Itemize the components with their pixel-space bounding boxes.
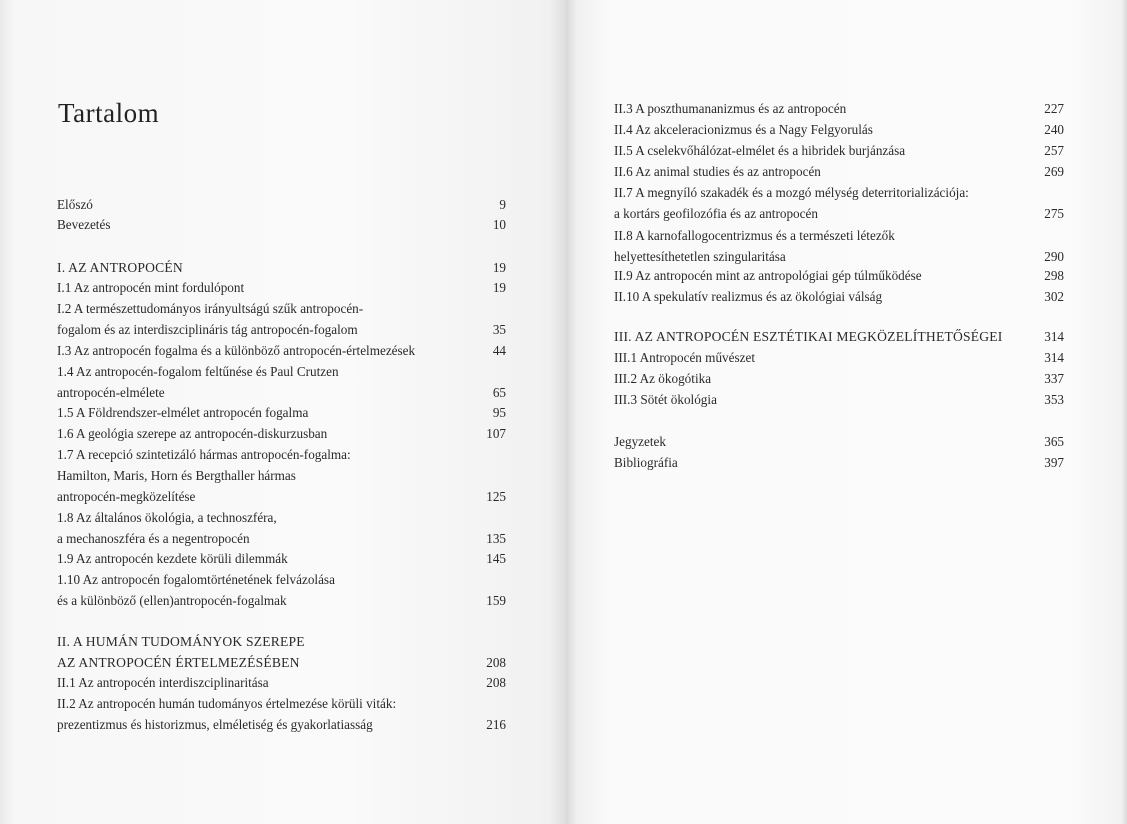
toc-page-number: 159 [486,593,506,608]
toc-entry-title: antropocén-elmélete [57,385,165,400]
toc-entry-title: II.8 A karnofallogocentrizmus és a természeti létezők [614,228,895,243]
toc-entry-title: II.6 Az animal studies és az antropocén [614,164,821,179]
toc-entry-title: fogalom és az interdiszciplináris tág antropocén-fogalom [57,322,358,337]
toc-entry-title: II.7 A megnyíló szakadék és a mozgó mélység deterritorializációja: [614,185,969,200]
toc-entry-title: a kortárs geofilozófia és az antropocén [614,206,818,221]
toc-entry-title: 1.4 Az antropocén-fogalom feltűnése és Paul Crutzen [57,364,339,379]
toc-entry-title: 1.5 A Földrendszer-elmélet antropocén fogalma [57,405,309,420]
toc-entry-title: 1.7 A recepció szintetizáló hármas antropocén-fogalma: [57,447,351,462]
toc-page-number: 275 [1044,206,1064,221]
toc-page-number: 216 [486,717,506,732]
toc-entry-title: II.2 Az antropocén humán tudományos értelmezése körüli viták: [57,696,397,711]
toc-page-number: 257 [1044,143,1064,158]
toc-page-number: 314 [1044,350,1064,365]
toc-page-number: 107 [486,426,506,441]
toc-entry-title: II.5 A cselekvőhálózat-elmélet és a hibridek burjánzása [614,143,906,158]
toc-page-number: 337 [1044,371,1064,386]
toc-entry-title: Bevezetés [57,217,111,232]
toc-page-number: 44 [492,343,506,358]
toc-entry-title: II.3 A poszthumananizmus és az antropocén [614,101,847,116]
toc-page-number: 95 [492,405,506,420]
toc-page-number: 125 [486,489,506,504]
toc-entry-title: AZ ANTROPOCÉN ÉRTELMEZÉSÉBEN [57,655,300,670]
toc-entry-title: Jegyzetek [614,434,666,449]
toc-entry-title: helyettesíthetetlen szingularitása [614,249,786,264]
toc-page-number: 145 [486,551,506,566]
toc-entry-title: Előszó [57,197,93,212]
toc-page-number: 208 [486,655,506,670]
toc-entry-title: antropocén-megközelítése [57,489,196,504]
page-title: Tartalom [58,98,160,128]
toc-page-number: 269 [1044,164,1064,179]
toc-page-number: 135 [486,531,506,546]
toc-entry-title: I.1 Az antropocén mint fordulópont [57,280,245,295]
toc-entry-title: I. AZ ANTROPOCÉN [57,260,183,275]
toc-entry-title: I.3 Az antropocén fogalma és a különböző antropocén-értelmezések [57,343,416,358]
toc-page-number: 19 [492,260,506,275]
right-page [566,0,1127,824]
toc-page-number: 227 [1044,101,1064,116]
toc-entry-title: III.1 Antropocén művészet [614,350,755,365]
toc-entry-title: 1.10 Az antropocén fogalomtörténetének felvázolása [57,572,335,587]
toc-entry-title: 1.6 A geológia szerepe az antropocén-diskurzusban [57,426,328,441]
toc-entry-title: III. AZ ANTROPOCÉN ESZTÉTIKAI MEGKÖZELÍTHETŐSÉGEI [614,329,1003,344]
toc-page-number: 397 [1044,455,1064,470]
toc-page-number: 9 [499,197,506,212]
toc-page-number: 290 [1044,249,1064,264]
toc-page-number: 65 [492,385,506,400]
toc-entry-title: II. A HUMÁN TUDOMÁNYOK SZEREPE [57,634,305,649]
toc-entry-title: 1.9 Az antropocén kezdete körüli dilemmák [57,551,288,566]
toc-page-number: 19 [492,280,506,295]
toc-entry-title: II.1 Az antropocén interdiszciplinaritása [57,675,269,690]
toc-entry-title: III.3 Sötét ökológia [614,392,717,407]
toc-entry-title: és a különböző (ellen)antropocén-fogalmak [57,593,287,608]
toc-page-number: 314 [1044,329,1064,344]
toc-entry-title: II.9 Az antropocén mint az antropológiai gép túlműködése [614,268,922,283]
toc-entry-title: II.10 A spekulatív realizmus és az ökológiai válság [614,289,883,304]
toc-page-number: 298 [1044,268,1064,283]
toc-entry-title: a mechanoszféra és a negentropocén [57,531,250,546]
toc-page-number: 365 [1044,434,1064,449]
toc-page-number: 353 [1044,392,1064,407]
toc-entry-title: 1.8 Az általános ökológia, a technoszféra, [57,510,277,525]
toc-page-number: 35 [492,322,506,337]
toc-page-number: 302 [1044,289,1064,304]
toc-entry-title: I.2 A természettudományos irányultságú szűk antropocén- [57,301,364,316]
toc-page-number: 10 [492,217,506,232]
toc-entry-title: Hamilton, Maris, Horn és Bergthaller hármas [57,468,296,483]
toc-entry-title: II.4 Az akceleracionizmus és a Nagy Felgyorulás [614,122,873,137]
toc-entry-title: prezentizmus és historizmus, elméletiség és gyakorlatiasság [57,717,373,732]
toc-entry-title: Bibliográfia [614,455,678,470]
toc-page-number: 240 [1044,122,1064,137]
toc-page-number: 208 [486,675,506,690]
toc-entry-title: III.2 Az ökogótika [614,371,712,386]
